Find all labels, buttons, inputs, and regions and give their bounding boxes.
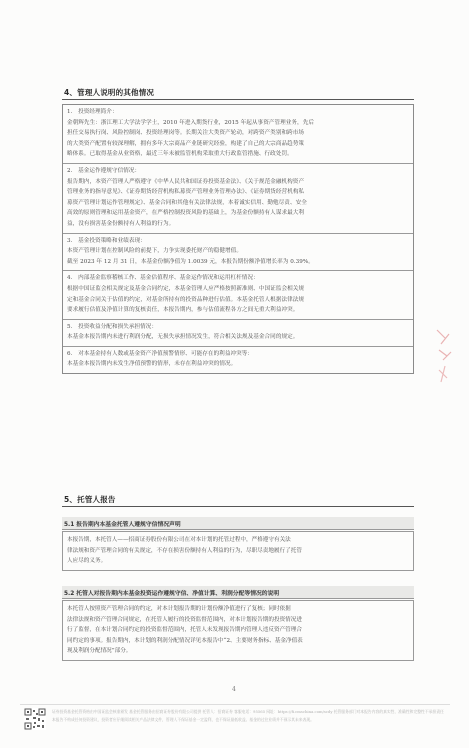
manager-notes-row xyxy=(63,271,413,319)
section-4-title: 4、管理人说明的其他情况 xyxy=(64,88,155,97)
section-5-rule xyxy=(62,506,414,507)
footer-rule xyxy=(20,704,450,705)
row-heading: 1. 投资经理简介： xyxy=(67,109,118,115)
subsection-5-1-title: 5.1 报告期内本基金托管人遵规守信情况声明 xyxy=(64,522,181,528)
row-line: 报告期内，本资产管理人严格遵守《中华人民共和国证券投资基金法》、《关于规范金融机构资产 xyxy=(67,178,305,185)
subsection-5-1-body xyxy=(62,531,414,571)
row-line: 担任交易执行岗、风险控制岗、投资经理岗等。长期关注大类资产轮动，对跨资产类别和跨市场 xyxy=(67,130,305,137)
footer-line: 证券投资基金托管资格由中国证监会核准颁发 基金托管服务由招商证券股份有限公司提供 托管人：招商证券 客服电话：95565 网址：https://fi.cmschina.com/scdy 托管服务部门对本报告内容的真实性、准确性和完整性不承担责任 xyxy=(52,709,444,714)
body-line: 同约定的事项。报告期内，本计划的利润分配情况详见本报告中“2、主要财务指标、基金净值表 xyxy=(67,637,303,644)
manager-notes-row xyxy=(63,105,413,164)
subsection-5-2-header xyxy=(62,586,414,599)
body-line: 律法规和资产管理合同的有关规定，不存在损害份额持有人利益的行为，尽职尽责地履行了托管 xyxy=(67,547,302,554)
row-line: 定和基金合同关于估值的约定，对基金所持有的投资品种进行估值。本基金托管人根据法律法规 xyxy=(67,296,305,303)
section-4-rule xyxy=(62,99,414,100)
row-line: 要求履行估值及净值计算的复核责任，本报告期内，参与估值流程各方之间无重大利益冲突。 xyxy=(67,307,299,314)
body-line: 行了监督，在本计划合同约定的投资监督范围内，托管人未发现报告期内管理人违反资产管理合 xyxy=(67,627,302,634)
body-line: 本托管人按照资产管理合同的约定，对本计划报告期的计划份额净值进行了复核；同时依据 xyxy=(67,606,291,612)
row-line: 高效的原则管理和运用基金资产，在严格控制投资风险的基础上，为基金份额持有人谋求最大利 xyxy=(67,210,305,217)
row-line: 略体系。已取得基金从业资格，最近三年未被监管机构采取重大行政监管措施、行政处罚。 xyxy=(67,151,293,158)
row-line: 的大类资产配置有较深理解，拥有多年大宗商品产业链研究经验，构建了自己的大宗商品趋势策 xyxy=(67,140,305,147)
manager-notes-row xyxy=(63,164,413,234)
row-line: 金朝辉先生：浙江理工大学法学学士，2010 年进入期货行业，2015 年起从事资产管理业务，先后 xyxy=(67,119,314,126)
page-number: 4 xyxy=(232,686,236,693)
manager-notes-row xyxy=(63,347,413,373)
body-line: 人应尽的义务。 xyxy=(67,558,107,565)
row-line: 本资产管理计划在控制风险的前提下，力争实现委托财产的稳健增值。 xyxy=(67,248,242,255)
row-heading: 4. 内部基金监察稽核工作、基金估值程序、基金运作情况和运用杠杆情况： xyxy=(67,275,259,282)
row-line: 根据中国证监会相关规定及基金合同约定，本基金管理人应严格按照新准则、中国证监会相关规 xyxy=(67,285,305,292)
manager-notes-row xyxy=(63,320,413,347)
row-heading: 6. 对本基金持有人数或基金资产净值预警情形、可能存在的利益冲突等： xyxy=(67,350,254,357)
manager-notes-row xyxy=(63,234,413,272)
row-line: 本基金本报告期内未发生净值预警的情形，未存在利益冲突的情况。 xyxy=(67,361,237,368)
subsection-5-2-title: 5.2 托管人对报告期内本基金投资运作遵规守信、净值计算、利润分配等情况的说明 xyxy=(64,591,280,597)
row-line: 管理业务的指导意见》、《证券期货经营机构私募资产管理业务管理办法》、《证券期货经营机构私 xyxy=(67,189,305,196)
row-line: 截至 2023 年 12 月 31 日，本基金份额净值为 1.0039 元，本报告期份额净值增长率为 0.39%。 xyxy=(67,258,314,265)
body-line: 本报告期，本托管人——招商证券股份有限公司在对本计划的托管过程中，严格遵守有关法 xyxy=(67,537,291,543)
manager-notes-table xyxy=(62,104,414,374)
section-5-title: 5、托管人报告 xyxy=(64,495,116,504)
footer-disclaimer xyxy=(52,708,452,724)
qr-code-icon xyxy=(24,708,46,730)
footer-line: 本报告不构成任何投资建议，投资者应仔细阅读相关产品法律文件，管理人不保证基金一定盈利，也不保证最低收益。基金的过往业绩并不预示其未来表现。 xyxy=(52,717,314,722)
row-line: 募资产管理计划运作管理规定》、基金合同和其他有关法律法规，本着诚实信用、勤勉尽责、安全 xyxy=(67,199,307,206)
body-line: 现及利润分配情况”部分。 xyxy=(67,648,132,655)
subsection-5-1-header xyxy=(62,517,414,530)
margin-stamp-mark xyxy=(433,326,455,389)
row-line: 本基金本报告期内未进行利润分配，无损失承担情况发生，符合相关法规及基金合同的规定。 xyxy=(67,334,299,341)
row-heading: 2. 基金运作遵规守信情况： xyxy=(67,167,141,174)
row-heading: 3. 基金投资策略和业绩表现： xyxy=(67,237,146,244)
row-heading: 5. 投资收益分配和损失承担情况： xyxy=(67,323,158,330)
row-line: 益，没有损害基金份额持有人利益的行为。 xyxy=(67,220,175,227)
body-line: 法律法规和资产管理合同规定，在托管人履行的投资监督范围内，对本计划报告期的投资情况进 xyxy=(67,616,302,623)
subsection-5-2-body xyxy=(62,600,414,661)
